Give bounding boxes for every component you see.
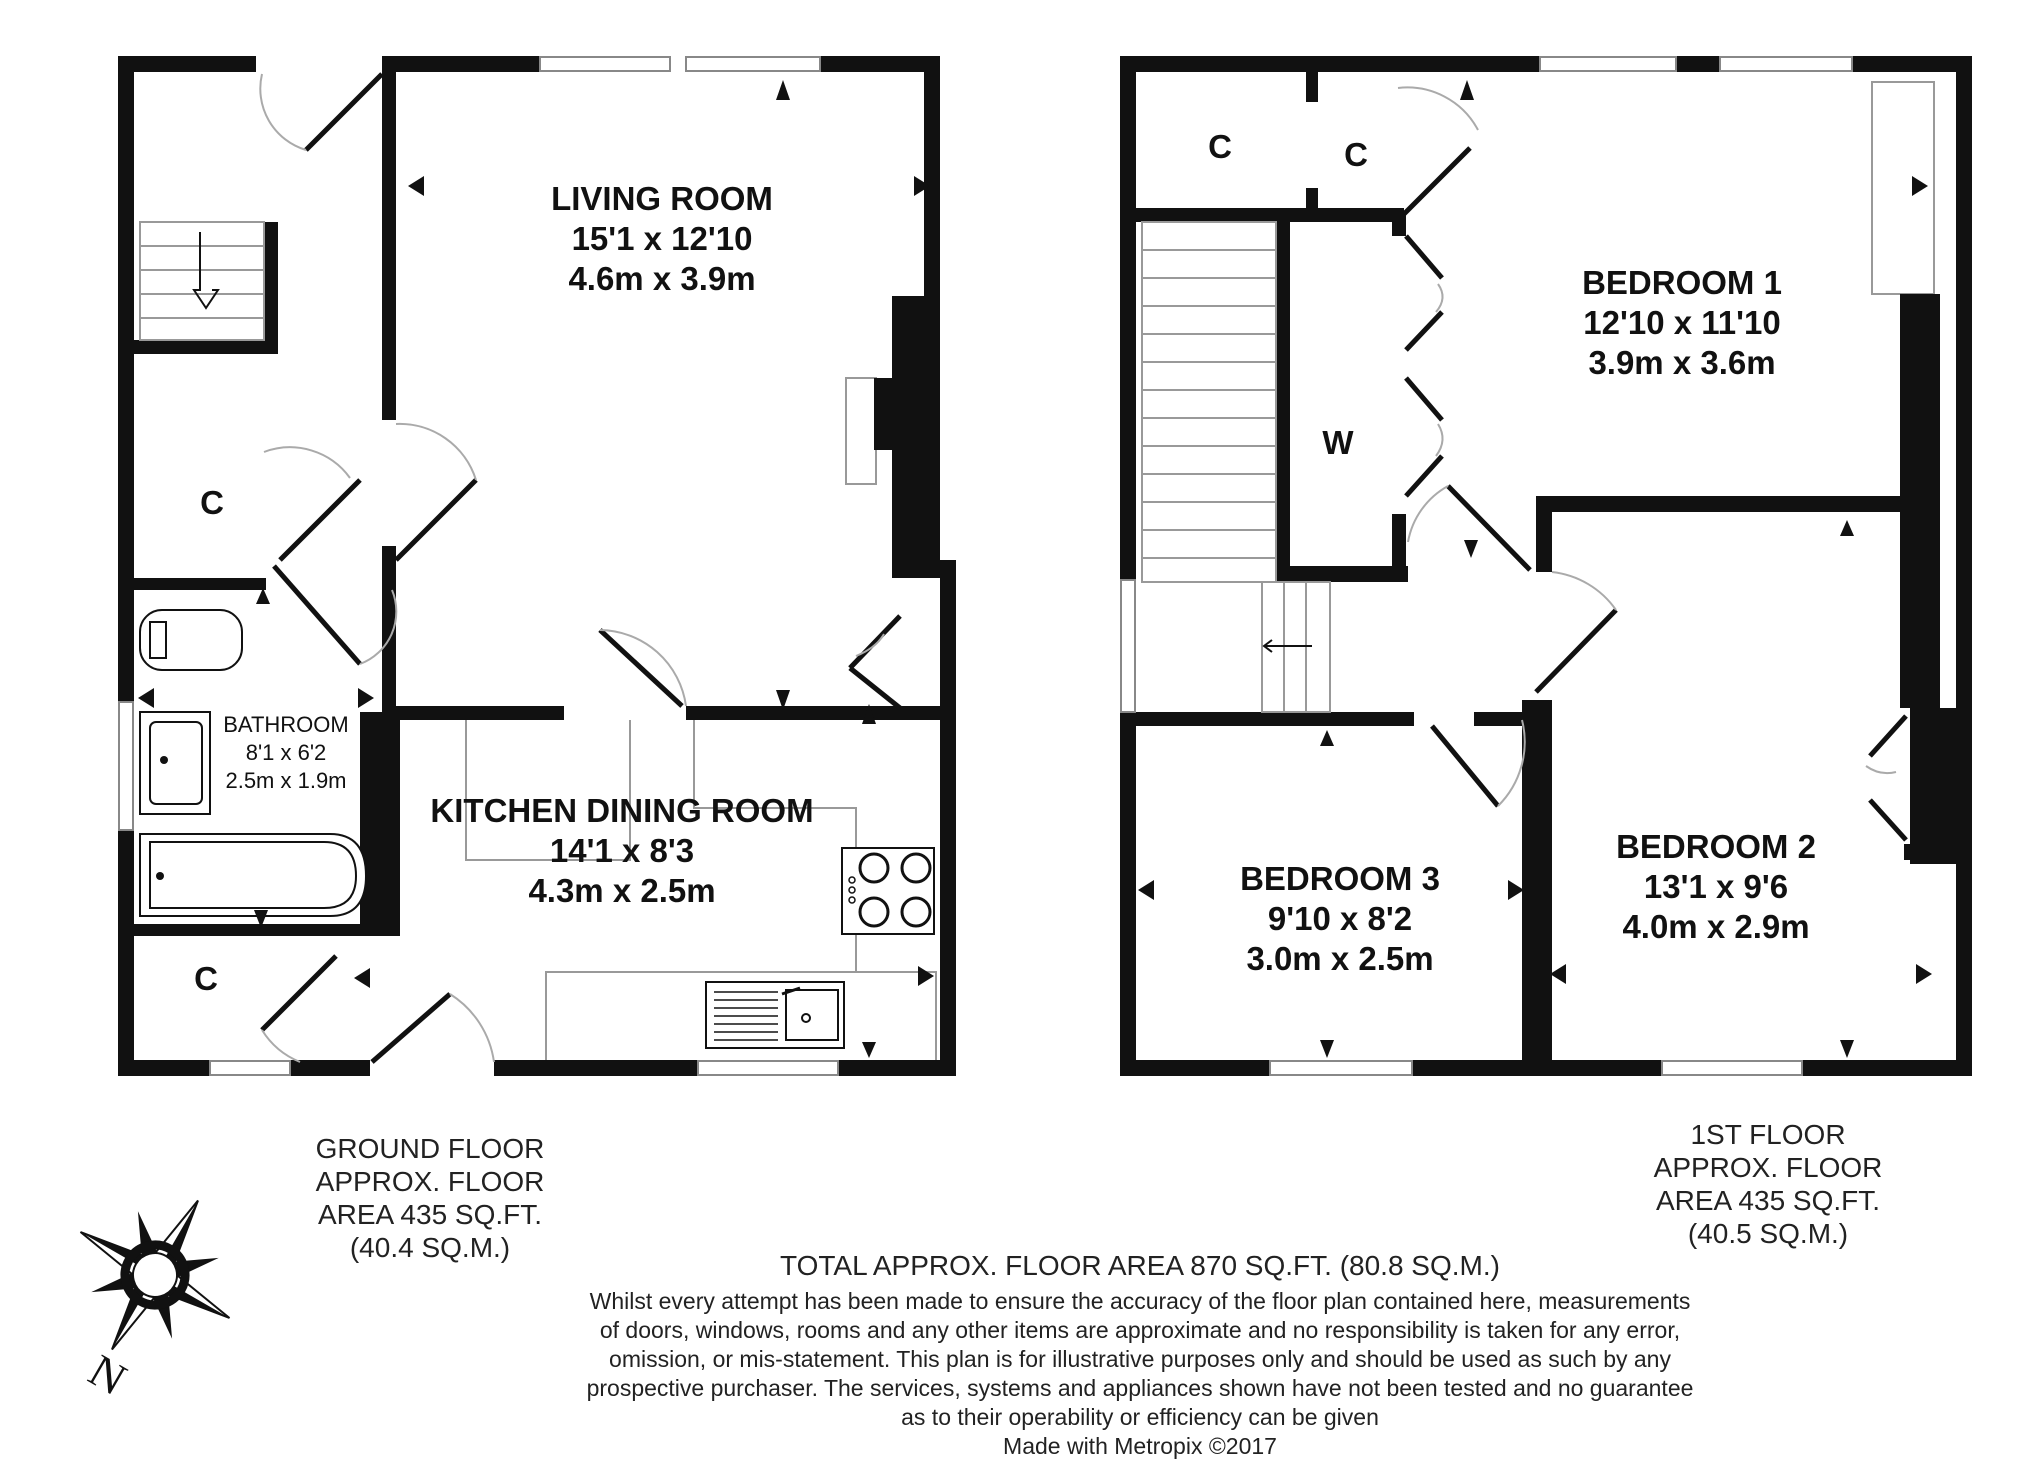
caption-line: APPROX. FLOOR (1653, 1152, 1883, 1183)
kitchen-name: KITCHEN DINING ROOM (430, 792, 814, 829)
compass-rose-icon (27, 1147, 282, 1402)
caption-line: 1ST FLOOR (1690, 1119, 1846, 1150)
living-room-metric: 4.6m x 3.9m (568, 260, 756, 297)
bedroom-1-metric: 3.9m x 3.6m (1588, 344, 1776, 381)
kitchen-metric: 4.3m x 2.5m (528, 872, 716, 909)
disclaimer-line: of doors, windows, rooms and any other items are approximate and no responsibility is taken for any error, (599, 1317, 1681, 1343)
ground-floor-caption (316, 1133, 545, 1263)
first-floor-plan (1120, 56, 1972, 1076)
first-cupboard-label: C (1208, 128, 1232, 165)
caption-line: (40.5 SQ.M.) (1687, 1218, 1849, 1249)
caption-line: AREA 435 SQ.FT. (317, 1199, 543, 1230)
bedroom-2-name: BEDROOM 2 (1616, 828, 1816, 865)
disclaimer-line: prospective purchaser. The services, systems and appliances shown have not been tested and no guarantee (586, 1375, 1694, 1401)
caption-line: GROUND FLOOR (315, 1133, 545, 1164)
living-room-imperial: 15'1 x 12'10 (571, 220, 753, 257)
ground-floor-plan (118, 56, 956, 1076)
disclaimer (587, 1288, 1694, 1459)
wardrobe-label: W (1322, 424, 1354, 461)
bedroom-2-metric: 4.0m x 2.9m (1622, 908, 1810, 945)
bathroom-name: BATHROOM (223, 712, 349, 737)
compass-north-label: N (80, 1344, 135, 1406)
ground-cupboard-label: C (194, 960, 218, 997)
bedroom-2-imperial: 13'1 x 9'6 (1643, 868, 1789, 905)
living-room-name: LIVING ROOM (551, 180, 773, 217)
caption-line: APPROX. FLOOR (315, 1166, 545, 1197)
kitchen-imperial: 14'1 x 8'3 (549, 832, 695, 869)
bedroom-1-name: BEDROOM 1 (1582, 264, 1782, 301)
bathroom-metric: 2.5m x 1.9m (225, 768, 347, 793)
bedroom-1-imperial: 12'10 x 11'10 (1583, 304, 1781, 341)
caption-line: AREA 435 SQ.FT. (1655, 1185, 1881, 1216)
caption-line: (40.4 SQ.M.) (349, 1232, 511, 1263)
disclaimer-line: omission, or mis-statement. This plan is for illustrative purposes only and should be used as such by any (609, 1346, 1671, 1372)
ground-cupboard-label: C (200, 484, 224, 521)
first-cupboard-label: C (1344, 136, 1368, 173)
disclaimer-line: Whilst every attempt has been made to ensure the accuracy of the floor plan contained here, measurements (589, 1288, 1691, 1314)
total-area: TOTAL APPROX. FLOOR AREA 870 SQ.FT. (80.8 SQ.M.) (780, 1250, 1500, 1281)
bedroom-3-name: BEDROOM 3 (1240, 860, 1440, 897)
bathroom-imperial: 8'1 x 6'2 (245, 740, 327, 765)
first-floor-caption (1654, 1119, 1883, 1249)
bedroom-3-imperial: 9'10 x 8'2 (1267, 900, 1413, 937)
bedroom-3-metric: 3.0m x 2.5m (1246, 940, 1434, 977)
disclaimer-line: Made with Metropix ©2017 (1003, 1433, 1277, 1459)
disclaimer-line: as to their operability or efficiency can be given (901, 1404, 1379, 1430)
